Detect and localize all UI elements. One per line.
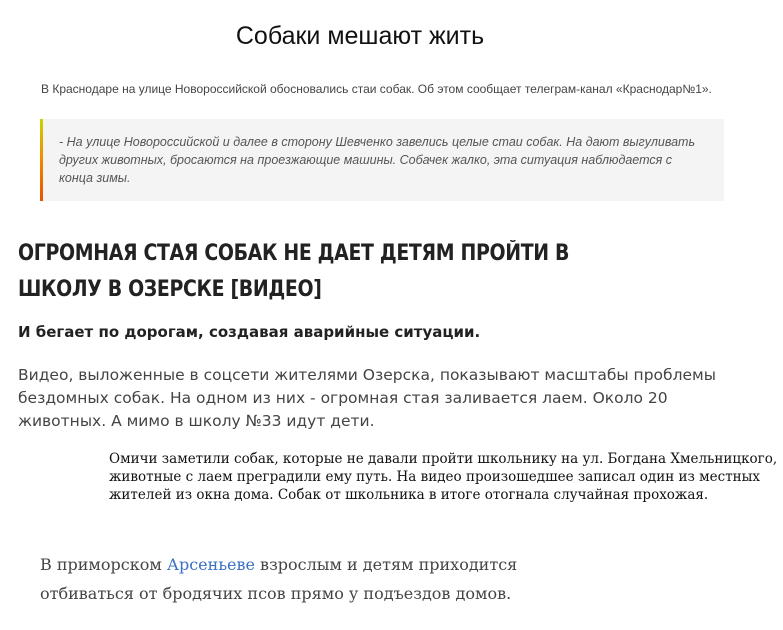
arsenyev-link[interactable]: Арсеньеве xyxy=(166,555,255,574)
article-body-paragraph: Видео, выложенные в соцсети жителями Озерска, показывают масштабы проблемы бездомных собак. На одном из них - огромная стая заливается лаем. Около 20 животных. А мимо в школу №33 идут дети. xyxy=(18,366,716,430)
quote-block xyxy=(40,119,724,201)
article-subheading: И бегает по дорогам, создавая аварийные ситуации. xyxy=(18,323,481,341)
page-title: Собаки мешают жить xyxy=(235,22,485,50)
article-headline: ОГРОМНАЯ СТАЯ СОБАК НЕ ДАЕТ ДЕТЯМ ПРОЙТИ В ШКОЛУ В ОЗЕРСКЕ [ВИДЕО] xyxy=(18,241,570,302)
closing-paragraph xyxy=(40,550,600,608)
intro-text: В Краснодаре на улице Новороссийской обосновались стаи собак. Об этом сообщает телеграм-канал «Краснодар№1». xyxy=(41,82,712,96)
closing-text-after: взрослым и детям приходится отбиваться от бродячих псов прямо у подъездов домов. xyxy=(40,555,518,603)
quote-text: - На улице Новороссийской и далее в сторону Шевченко завелись целые стаи собак. На дают выгуливать других животных, бросаются на проезжающие машины. Собачек жалко, эта ситуация наблюдается с конца зимы. xyxy=(59,135,696,185)
closing-text-before: В приморском xyxy=(40,555,167,574)
news-excerpt: Омичи заметили собак, которые не давали пройти школьнику на ул. Богдана Хмельницкого, животные с лаем преградили ему путь. На видео произошедшее записал один из местных жителей из окна дома. Собак от школьника в итоге отогнала случайная прохожая. xyxy=(109,451,778,503)
